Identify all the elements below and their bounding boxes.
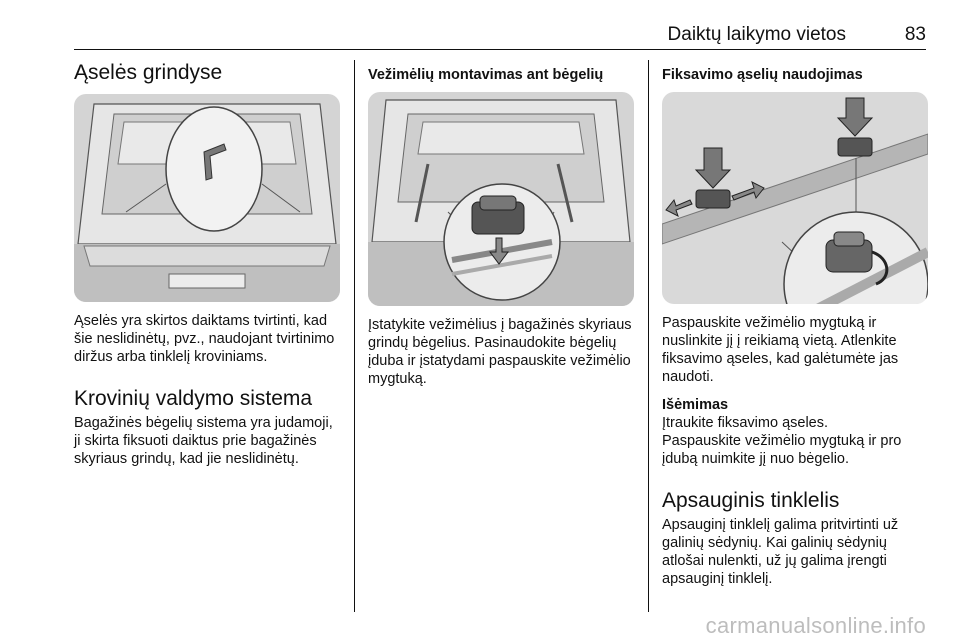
section-heading-safety-net: Apsauginis tinklelis [662,489,840,512]
safety-net-paragraph: Apsauginį tinklelį galima pritvirtinti už galinių sėdynių. Kai galinių sėdynių atlošai nulenkti, už jų galima įrengti apsauginį tinklelį. [662,517,899,587]
section-heading-cargo-system: Krovinių valdymo sistema [74,387,313,410]
fixing-rings-illustration [662,92,928,304]
watermark: carmanualsonline.info [705,613,926,638]
fixing-rings-paragraph: Paspauskite vežimėlio mygtuką ir nuslinkite jį į reikiamą vietą. Atlenkite fiksavimo ąseles, kad galėtumėte jas naudoti. [662,315,899,385]
column-3 [662,60,928,588]
subheading-carriage-mounting: Vežimėlių montavimas ant bėgelių [368,67,604,83]
removal-text-1: Įtraukite fiksavimo ąseles. [662,415,829,431]
column-1 [74,60,340,468]
page-header [74,22,926,50]
trunk-floor-rings-illustration [74,94,340,302]
header-rule [74,49,926,50]
floor-rings-paragraph: Ąselės yra skirtos daiktams tvirtinti, kad šie neslidinėtų, pvz., naudojant tvirtinimo diržus arba tinklelį kroviniams. [74,313,335,365]
header-title: Daiktų laikymo vietos [667,24,846,45]
removal-label: Išėmimas [662,397,729,413]
column-2 [368,60,634,388]
carriage-mounting-illustration [368,92,634,306]
section-heading-floor-rings: Ąselės grindyse [74,61,223,84]
removal-text-2: Paspauskite vežimėlio mygtuką ir pro įdubą nuimkite jį nuo bėgelio. [662,433,902,467]
column-divider-2 [648,60,649,612]
subheading-fixing-rings: Fiksavimo ąselių naudojimas [662,67,863,83]
cargo-system-paragraph: Bagažinės bėgelių sistema yra judamoji, ji skirta fiksuoti daiktus prie bagažinės skyriaus grindų, kad jie neslidinėtų. [74,415,333,467]
carriage-mounting-paragraph: Įstatykite vežimėlius į bagažinės skyriaus grindų bėgelius. Pasinaudokite bėgelių įduba ir įstatydami paspauskite vežimėlio mygtuką. [368,317,632,387]
column-divider-1 [354,60,355,612]
page-number: 83 [904,24,926,45]
